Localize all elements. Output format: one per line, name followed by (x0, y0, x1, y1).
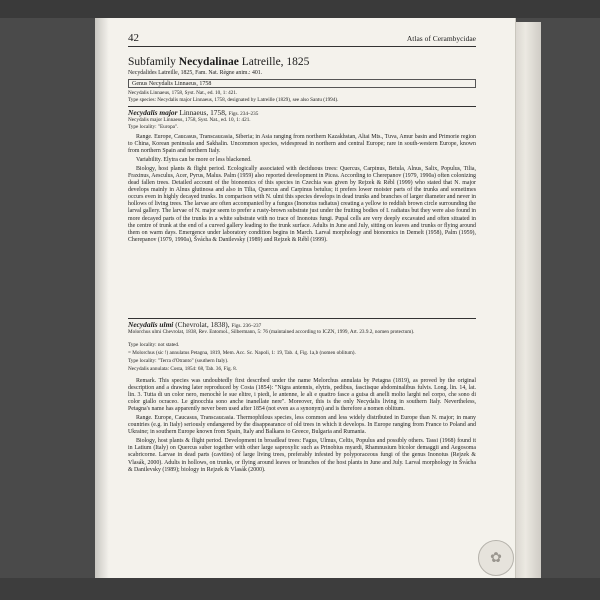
species-figs-major: Figs. 234–235 (228, 111, 259, 117)
subfamily-prefix: Subfamily (128, 56, 179, 68)
major-range: Range. Europe, Caucasus, Transcaucasia, Siberia; in Asia ranging from northern Kazakhstan, Altai Mts., Tuva, Amur basin and Primorie region to China, Korean peninsula and Sakhalin. Uncommon species, widespread in northern and central Europe; rare in south-western Europe, known from northern Spain and northern Italy. (128, 134, 476, 155)
species-author-ulmi: (Chevrolat, 1838), (173, 320, 232, 329)
library-stamp-icon: ✿ (478, 540, 514, 576)
ulmi-type-locality-2: Type locality: "Terra d'Otranto" (southern Italy). (128, 358, 229, 364)
ulmi-remark: Remark. This species was undoubtedly first described under the name Melorchus annulata by Petagna (1819), as proved by the original description and a drawing later reproduced by Costa (1854): "Nigra antennis, elytris, pedibus, fasciisque abdominalibus fulvis. Long. lin. 14, lat. lin. 3. Tutta di un color nero, menochè le sue elitre, i piedi, le antenne, le ali e quattro fasce a guisa di anelli molto larghi nel corpo, che sono di color giallo ocraceo. Le ginocchia sono anche inanellate nere". Moreover, this is the only Necydalis living in southern Italy. Nevertheless, Petagna's name has apparently never been used after 1854 (not even as a synonym) and is therefore a nomen oblitum. (128, 378, 476, 413)
subfamily-author: Latreille, 1825 (238, 56, 310, 68)
background-top (0, 0, 600, 18)
genus-box: Genus Necydalis Linnaeus, 1758 (128, 79, 476, 88)
genus-synonym: Necydalis Linnaeus, 1758, Syst. Nat., ed. 10, 1: 421. (128, 90, 238, 96)
genus-type-species: Type species: Necydalis major Linnaeus, 1758, designated by Latreille (1829), see also Santu (1994). (128, 97, 339, 103)
ulmi-range: Range. Europe, Caucasus, Transcaucasia. Thermophilous species, less common and less widely distributed in Europe than N. major; in many countries (e.g. in Italy) seriously endangered by the disappearance of old trees in which it develops. In Europe ranging from France to Poland and Ukraine; in southern Europe known from Spain, Italy and Balkans to Greece, Bulgaria and Rumania. (128, 415, 476, 436)
page-edge (515, 22, 541, 578)
page-number: 42 (128, 32, 139, 44)
subfamily-citation: Necydalides Latreille, 1825, Fam. Nat. Règne anim.: 401. (128, 70, 263, 76)
major-synonym: Necydalis major Linnaeus, 1758, Syst. Nat., ed. 10, 1: 421. (128, 117, 251, 123)
background-bottom (0, 578, 600, 600)
major-biology: Biology, host plants & flight period. Ecologically associated with deciduous trees: Quercus, Carpinus, Betula, Alnus, Salix, Populus, Tilia, Fraxinus, Aesculus, Acer, Pyrus, Malus. Palm (1959) also reported development in Picea. According to Cherepanov (1979, 1990a) often colonizing dead fallen trees. Detailed account of the bionomics of this species in Czechia was given by Rejzek & Rébl (1999) who stated that N. major develops mainly in Alnus glutinosa and also in Tilia, Quercus and Carpinus betulus; it prefers lower moister parts of the trunks and sometimes occurs even in highly decayed trunks. In comparison with N. ulmi this species develops in dead trunks and branches of larger diameter and never in hollows of living trees. The larvae are often accompanied by a fungus (Inonotus radiatus) creating a yellow to reddish brown circle surrounding the larval gallery. The larvae of N. major seem to prefer a rusty-brown substrate just under the fruiting bodies of I. radiatus but they were also found in more decayed parts of the trunks in a white substrate with no trace of Inonotus fungi. Pupal cells are very deeply excavated and often situated in the centre of trunk at the end of a curved gallery leading to the trunk surface. Adults in June and July, sitting on leaves and trunks or flying around them on warm days. Emergence under laboratory condition begins in March. Larval morphology and bionomics in Demelt (1958), Palm (1959), Cherepanov (1979, 1990a), Švácha & Danilevsky (1989) and Rejzek & Rébl (1999). (128, 166, 476, 243)
species-figs-ulmi: Figs. 236–237 (231, 323, 262, 329)
ulmi-text (128, 378, 476, 474)
species-name-major: Necydalis major (128, 108, 178, 117)
major-type-locality: Type locality: "Europa". (128, 124, 179, 130)
running-head: Atlas of Cerambycidae (406, 34, 476, 43)
major-text (128, 134, 476, 244)
divider-major (128, 106, 476, 107)
ulmi-synonym-1: Molorchus ulmi Chevrolat, 1838, Rev. Entomol., Silbermann, 5: 76 (maintained according to ICZN, 1999, Art. 23.9.2, nomen protectum). (128, 329, 415, 335)
divider-ulmi (128, 318, 476, 319)
species-author-major: Linnaeus, 1758, (177, 108, 229, 117)
ulmi-synonym-3: Necydalis annulata: Costa, 1854: 68, Tab. 36, Fig. 8. (128, 366, 238, 372)
ulmi-synonym-2: = Molorchus (sic !) annulatus Petagna, 1819, Mem. Acc. Sc. Napoli, 1: 19, Tab. 4, Fig. 1a,b (nomen oblitum). (128, 350, 356, 356)
subfamily-title (128, 55, 476, 69)
gutter-shadow (95, 18, 109, 578)
ulmi-type-locality-1: Type locality: not stated. (128, 342, 180, 348)
ulmi-biology: Biology, host plants & flight period. Development in broadleaf trees: Fagus, Ulmus, Celtis, Populus and possibly others. Tassi (1968) found it in Latium (Italy) on Quercus suber together with other large saproxylic such as Prinobius myardi, Rhamnusium bicolor demaggii and Aegosoma scabricorne. Larvae in dead parts (cavities) of large living trees, preferably infested by polyporaceous fungi of the genus Inonotus (Rejzek & Vlasák, 2000). Adults in hollows, on trunks, or flying around leaves or branches of the host plants in June and July. Larval morphology in Švácha & Danilevsky (1989); biology in Rejzek & Vlasák (2000). (128, 438, 476, 473)
major-variability: Variability. Elytra can be more or less blackened. (136, 157, 252, 164)
running-header (128, 32, 476, 47)
subfamily-name: Necydalinae (178, 56, 239, 68)
species-name-ulmi: Necydalis ulmi (128, 320, 174, 329)
